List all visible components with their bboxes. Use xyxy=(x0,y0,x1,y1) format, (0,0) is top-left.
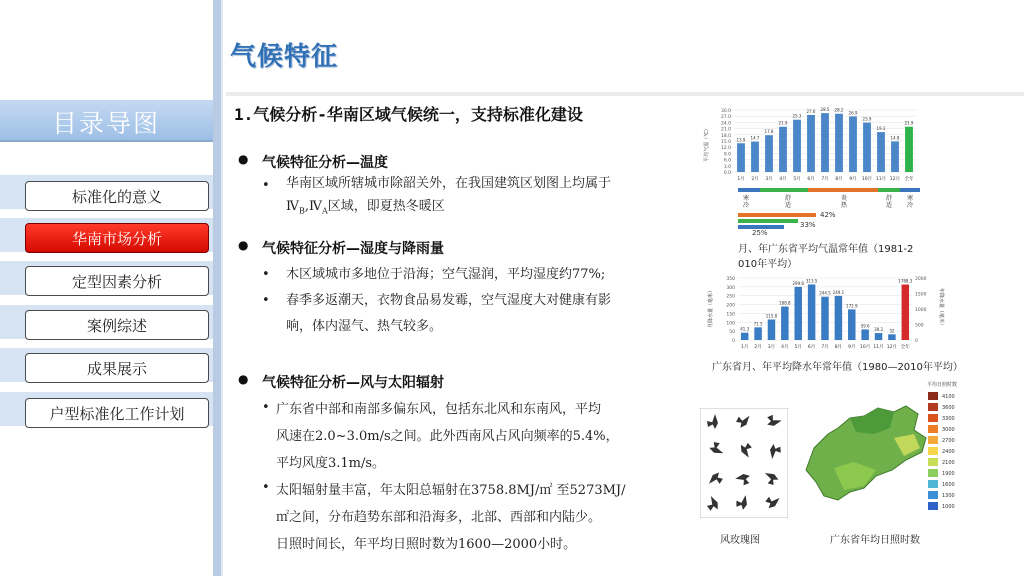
legend-swatch xyxy=(928,458,938,466)
legend-label: 4100 xyxy=(942,394,955,400)
y-tick-label: 250 xyxy=(726,294,735,300)
season-label: 舒 xyxy=(784,195,792,202)
season-strip xyxy=(760,188,808,192)
bar-4月 xyxy=(779,127,787,172)
legend-label: 1000 xyxy=(942,504,955,510)
data-label: 244.5 xyxy=(819,290,831,296)
rainfall-caption: 广东省月、年平均降水年常年值（1980—2010年平均） xyxy=(712,362,963,373)
y-tick-label: 21.0 xyxy=(720,127,731,133)
season-label: 寒 xyxy=(742,195,750,202)
sidebar-divider xyxy=(213,0,221,576)
data-label: 27.6 xyxy=(806,108,816,114)
legend-label: 1600 xyxy=(942,482,955,488)
nav-item-case-review[interactable]: 案例综述 xyxy=(25,310,209,340)
y2-tick-label: 500 xyxy=(915,323,924,329)
toc-label: 目录导图 xyxy=(52,109,161,138)
bar-5月 xyxy=(793,120,801,172)
y-tick-label: 150 xyxy=(726,312,735,318)
bar-12月 xyxy=(888,334,895,340)
bar-5月 xyxy=(794,287,801,340)
season-label: 适 xyxy=(885,202,893,209)
subsection-wind: ● 气候特征分析—风与太阳辐射 xyxy=(262,372,444,392)
humidity-line1: 木区域城市多地位于沿海；空气湿润，平均湿度约77%; xyxy=(286,267,606,282)
humidity-line3: 响，体内湿气、热气较多。 xyxy=(286,319,443,334)
season-label: 冷 xyxy=(906,202,914,209)
bar-7月 xyxy=(821,297,828,340)
data-label: 249.1 xyxy=(832,289,845,295)
legend-swatch xyxy=(928,491,938,499)
legend-label: 2100 xyxy=(942,460,955,466)
x-tick-label: 3月 xyxy=(765,177,773,182)
legend-label: 1900 xyxy=(942,471,955,477)
pct-label: 33% xyxy=(800,221,816,229)
x-tick-label: 6月 xyxy=(807,345,816,350)
y2-tick-label: 0 xyxy=(915,339,918,344)
data-label: 188.8 xyxy=(779,300,791,306)
bullet-dot: • xyxy=(262,178,270,193)
x-tick-label: 5月 xyxy=(794,345,802,350)
nav-item-south-china-market[interactable]: 华南市场分析 xyxy=(25,223,209,253)
title-underline xyxy=(226,92,1024,96)
solar-line1: 太阳辐射量丰富，年太阳总辐射在3758.8MJ/㎡ 至5273MJ/ xyxy=(276,483,626,498)
y-tick-label: 18.0 xyxy=(720,133,731,139)
bullet-dot: • xyxy=(262,293,270,308)
bar-6月 xyxy=(808,284,815,340)
pct-bar xyxy=(738,213,816,217)
bar-1月 xyxy=(741,333,748,340)
bar-11月 xyxy=(875,333,882,340)
season-label: 炎 xyxy=(840,195,848,202)
bar-3月 xyxy=(768,319,775,340)
wind-rose-caption: 风玫瑰图 xyxy=(720,535,760,546)
season-strip xyxy=(808,188,878,192)
data-label: 28.5 xyxy=(820,107,830,113)
bar-6月 xyxy=(807,115,815,172)
legend-swatch xyxy=(928,392,938,400)
season-bar xyxy=(738,188,920,236)
x-tick-label: 11月 xyxy=(873,345,884,350)
data-label: 21.9 xyxy=(904,120,914,126)
bar-全年 xyxy=(902,285,909,340)
x-tick-label: 10月 xyxy=(860,345,871,350)
data-label: 172.9 xyxy=(846,303,858,309)
x-tick-label: 3月 xyxy=(767,345,776,350)
season-label: 寒 xyxy=(906,195,914,202)
wind-text xyxy=(276,396,666,558)
x-tick-label: 4月 xyxy=(779,177,787,182)
y2-tick-label: 1000 xyxy=(915,308,927,313)
subsection-temperature: ● 气候特征分析—温度 xyxy=(262,152,388,172)
y-tick-label: 0 xyxy=(732,339,735,344)
x-tick-label: 10月 xyxy=(861,177,873,182)
legend-label: 3600 xyxy=(942,405,955,411)
data-label: 39.2 xyxy=(874,327,883,333)
bar-全年 xyxy=(905,127,913,172)
y-tick-label: 15.0 xyxy=(720,140,731,145)
legend-label: 2700 xyxy=(942,438,955,444)
bar-9月 xyxy=(848,309,855,340)
x-tick-label: 1月 xyxy=(737,177,745,182)
x-tick-label: 全年 xyxy=(904,177,914,182)
solar-line3: 日照时间长，年平均日照时数为1600—2000小时。 xyxy=(276,537,577,552)
y-tick-label: 200 xyxy=(726,303,735,309)
x-tick-label: 7月 xyxy=(821,345,829,350)
pct-label: 42% xyxy=(820,211,836,219)
nav-item-design-factors[interactable]: 定型因素分析 xyxy=(25,266,209,296)
bar-3月 xyxy=(765,135,773,172)
temperature-caption xyxy=(738,240,913,270)
y-tick-label: 50 xyxy=(729,330,735,336)
temperature-caption-line1: 月、年广东省平均气温常年值（1981-2 xyxy=(738,244,914,255)
y-tick-label: 12.0 xyxy=(720,146,731,152)
data-label: 19.3 xyxy=(876,126,886,132)
season-label: 舒 xyxy=(885,195,893,202)
bar-10月 xyxy=(861,329,868,340)
season-label: 适 xyxy=(784,202,792,209)
data-label: 115.8 xyxy=(765,313,778,319)
x-tick-label: 12月 xyxy=(889,177,901,182)
data-label: 32 xyxy=(889,328,895,334)
rainfall-chart xyxy=(706,272,946,358)
x-tick-label: 12月 xyxy=(886,345,898,350)
x-tick-label: 6月 xyxy=(807,177,815,182)
x-tick-label: 8月 xyxy=(835,177,843,182)
data-label: 313.5 xyxy=(805,278,818,284)
temperature-text xyxy=(286,172,666,223)
bar-8月 xyxy=(835,114,843,172)
x-tick-label: 9月 xyxy=(849,177,857,182)
wind-rose-diagram xyxy=(700,408,788,518)
legend-label: 3300 xyxy=(942,416,955,422)
sunshine-caption: 广东省年均日照时数 xyxy=(830,535,920,546)
bar-4月 xyxy=(781,307,788,340)
legend-label: 1300 xyxy=(942,493,955,499)
x-tick-label: 5月 xyxy=(793,177,801,182)
y-tick-label: 100 xyxy=(726,321,735,327)
legend-swatch xyxy=(928,436,938,444)
legend-swatch xyxy=(928,480,938,488)
legend-title: 平均日照时数 xyxy=(926,382,958,388)
solar-line2: ㎡之间，分布趋势东部和沿海多，北部、西部和内陆少。 xyxy=(276,510,602,525)
section-heading: 1.气候分析-华南区域气候统一，支持标准化建设 xyxy=(234,105,583,124)
bar-8月 xyxy=(835,296,842,340)
data-label: 25.3 xyxy=(792,113,802,119)
y-tick-label: 350 xyxy=(726,277,735,282)
data-label: 13.9 xyxy=(736,137,746,143)
humidity-text xyxy=(286,262,666,340)
legend-swatch xyxy=(928,502,938,510)
y2-axis-label: 年降水量（毫米） xyxy=(938,287,944,329)
page-title: 气候特征 xyxy=(230,42,339,72)
x-tick-label: 全年 xyxy=(900,345,910,350)
data-label: 41.3 xyxy=(740,326,750,332)
bullet-dot: • xyxy=(262,400,270,415)
legend-label: 3000 xyxy=(942,427,955,433)
data-label: 59.6 xyxy=(860,323,870,329)
y-axis-label: 平均气温（℃） xyxy=(704,126,710,162)
subsection-humidity: ● 气候特征分析—湿度与降雨量 xyxy=(262,238,444,258)
y-tick-label: 24.0 xyxy=(720,121,731,127)
bar-1月 xyxy=(737,143,745,172)
bar-7月 xyxy=(821,113,829,172)
y-tick-label: 3.0 xyxy=(723,164,731,170)
y2-tick-label: 2000 xyxy=(915,277,927,282)
bar-9月 xyxy=(849,116,857,172)
data-label: 23.9 xyxy=(862,116,872,122)
pct-bar xyxy=(738,219,798,223)
bullet-dot: • xyxy=(262,267,270,282)
y-tick-label: 27.0 xyxy=(720,115,731,121)
x-tick-label: 11月 xyxy=(875,177,887,182)
y-tick-label: 6.0 xyxy=(723,158,731,164)
y-axis-label: 月降水量（毫米） xyxy=(708,287,714,329)
temperature-line2: $Ⅳ_B,Ⅳ_A$区域，即夏热冬暖区 xyxy=(286,199,445,216)
bar-2月 xyxy=(754,327,761,340)
data-label: 26.9 xyxy=(848,110,858,116)
x-tick-label: 8月 xyxy=(834,345,843,350)
bar-11月 xyxy=(877,132,885,172)
temperature-caption-line2: 010年平均） xyxy=(738,259,798,270)
y-tick-label: 30.0 xyxy=(720,109,731,114)
y-tick-label: 0.0 xyxy=(723,171,731,176)
legend-swatch xyxy=(928,469,938,477)
sunshine-map xyxy=(794,378,984,518)
season-label: 热 xyxy=(840,202,848,209)
legend-swatch xyxy=(928,425,938,433)
legend-swatch xyxy=(928,414,938,422)
x-tick-label: 4月 xyxy=(781,345,789,350)
bar-10月 xyxy=(863,123,871,172)
bar-2月 xyxy=(751,142,759,172)
y-tick-label: 9.0 xyxy=(723,152,731,158)
data-label: 17.8 xyxy=(764,129,774,135)
x-tick-label: 7月 xyxy=(821,177,829,182)
bullet-dot: • xyxy=(262,480,270,495)
wind-line2: 风速在2.0~3.0m/s之间。此外西南风占风向频率的5.4%， xyxy=(276,429,619,444)
season-strip xyxy=(878,188,900,192)
x-tick-label: 2月 xyxy=(751,177,759,182)
season-label: 冷 xyxy=(742,202,750,209)
bar-12月 xyxy=(891,141,899,172)
wind-line1: 广东省中部和南部多偏东风，包括东北风和东南风，平均 xyxy=(276,402,602,417)
pct-label: 25% xyxy=(752,229,768,236)
toc-banner xyxy=(0,100,213,142)
x-tick-label: 9月 xyxy=(848,345,856,350)
data-label: 21.9 xyxy=(778,120,788,126)
legend-label: 2400 xyxy=(942,449,955,455)
nav-item-work-plan[interactable]: 户型标准化工作计划 xyxy=(25,398,209,428)
humidity-line2: 春季多返潮天，衣物食品易发霉，空气湿度大对健康有影 xyxy=(286,293,612,308)
x-tick-label: 2月 xyxy=(754,345,762,350)
legend-swatch xyxy=(928,403,938,411)
nav-item-standardization-meaning[interactable]: 标准化的意义 xyxy=(25,181,209,211)
legend-swatch xyxy=(928,447,938,455)
data-label: 14.8 xyxy=(890,135,900,141)
y-tick-label: 300 xyxy=(726,285,735,291)
nav-item-results[interactable]: 成果展示 xyxy=(25,353,209,383)
sidebar-divider-light xyxy=(221,0,223,576)
data-label: 71.5 xyxy=(753,321,763,327)
y2-tick-label: 1500 xyxy=(915,292,927,298)
data-label: 1788.3 xyxy=(898,278,913,284)
temperature-line1: 华南区域所辖城市除韶关外，在我国建筑区划图上均属于 xyxy=(286,176,612,191)
x-tick-label: 1月 xyxy=(741,345,749,350)
data-label: 299.8 xyxy=(792,280,804,286)
wind-line3: 平均风度3.1m/s。 xyxy=(276,456,386,471)
data-label: 14.7 xyxy=(750,135,760,141)
data-label: 28.2 xyxy=(834,107,844,113)
